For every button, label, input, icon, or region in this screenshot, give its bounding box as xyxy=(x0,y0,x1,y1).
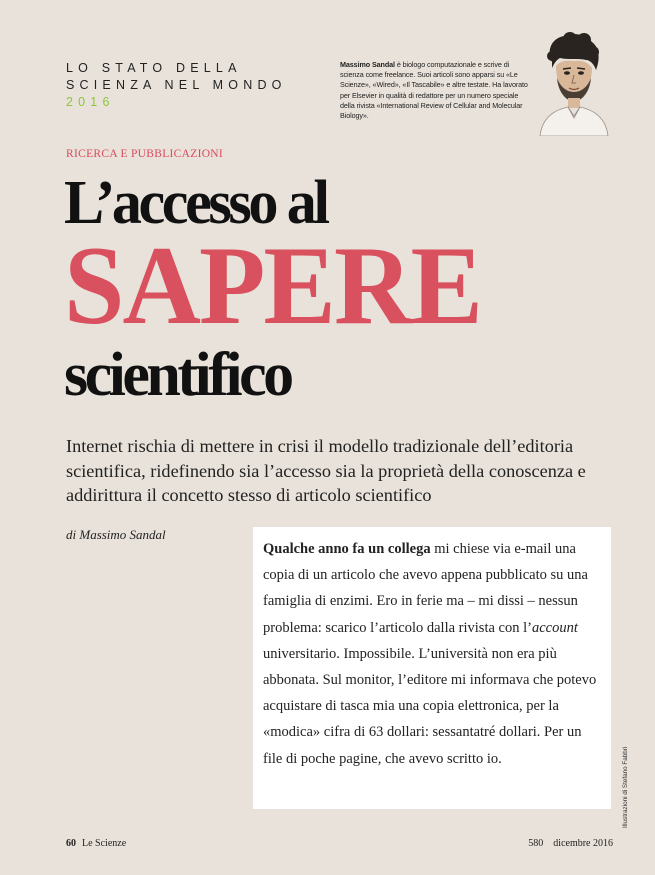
section-label: RICERCA E PUBBLICAZIONI xyxy=(66,148,224,160)
byline: di Massimo Sandal xyxy=(66,527,166,542)
body-italic-word: account xyxy=(531,619,578,636)
body-lead-in: Qualche anno fa un collega xyxy=(263,541,431,557)
headline-line-1: L’accesso al xyxy=(64,169,327,237)
lede-paragraph: Internet rischia di mettere in crisi il modello tradizionale dell’editoria scientifica, ridefinendo sia l’accesso sia la proprietà della conoscenza e addirittura il concetto stesso di articolo scientifico xyxy=(66,436,586,505)
issue-date: dicembre 2016 xyxy=(553,838,613,849)
series-label xyxy=(66,60,287,111)
illustration-credit-text: Illustrazioni di Stefano Fabbri xyxy=(622,746,629,828)
headline-line-3: scientifico xyxy=(64,341,291,409)
illustration-credit xyxy=(622,740,632,830)
issue-number: 580 xyxy=(528,838,544,849)
footer-left xyxy=(66,838,126,849)
series-line-1: LO STATO DELLA xyxy=(66,61,242,75)
author-portrait-illustration xyxy=(530,30,610,136)
body-text-part-2: universitario. Impossibile. L’università non era più abbonata. Sul monitor, l’editore mi informava che potevo acquistare di tasca mia una copia elettronica, per la «modica» cifra di 63 dollari: sessantatré dollari. Per un file di poche pagine, che avevo scritto io. xyxy=(263,645,597,767)
headline-line-2: SAPERE xyxy=(64,224,481,348)
footer-right xyxy=(528,838,613,849)
author-bio xyxy=(340,60,530,121)
body-text-part-1: mi chiese via e-mail una copia di un articolo che avevo appena pubblicato su una famiglia di enzimi. Ero in ferie ma – mi dissi – nessun problema: scarico l’articolo dalla rivista con l’ xyxy=(263,541,588,636)
body-text-box xyxy=(253,527,611,809)
page-number: 60 xyxy=(66,838,76,849)
magazine-name: Le Scienze xyxy=(82,838,127,849)
author-bio-name: Massimo Sandal xyxy=(340,60,395,69)
body-paragraph xyxy=(263,536,601,772)
series-year: 2016 xyxy=(66,95,115,109)
author-bio-text: è biologo computazionale e scrive di scienza come freelance. Suoi articoli sono apparsi su «Le Scienze», «Wired», «Il Tascabile» e altre testate. Ha lavorato per Elsevier in qualità di redattore per un numero speciale della rivista «International Review of Cellular and Molecular Biology». xyxy=(340,60,528,121)
series-line-2: SCIENZA NEL MONDO xyxy=(66,78,287,92)
